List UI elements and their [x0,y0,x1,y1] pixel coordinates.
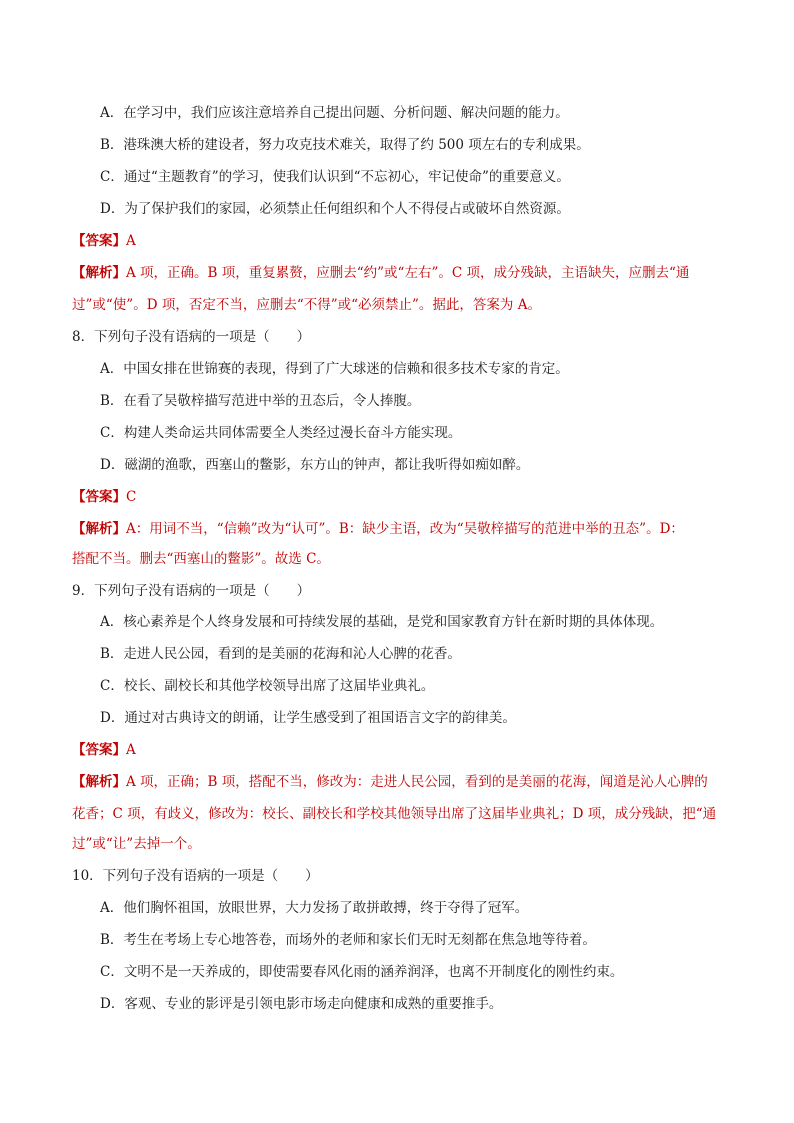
analysis-text: A：用词不当，“信赖”改为“认可”。B：缺少主语，改为“吴敬梓描写的范进中举的丑态”。D： [126,521,684,537]
q8-option-d: D．磁湖的渔歌，西塞山的鳖影，东方山的钟声，都让我听得如痴如醉。 [100,457,530,473]
q7-option-b: B．港珠澳大桥的建设者，努力攻克技术难关，取得了约 500 项左右的专利成果。 [100,137,590,153]
answer-label: 【答案】 [72,233,126,249]
q7-option-d: D．为了保护我们的家园，必须禁止任何组织和个人不得侵占或破坏自然资源。 [100,201,570,217]
q7-option-c: C．通过“主题教育”的学习，使我们认识到“不忘初心，牢记使命”的重要意义。 [100,169,570,185]
answer-value: C [126,489,137,505]
q10-option-b: B．考生在考场上专心地答卷，而场外的老师和家长们无时无刻都在焦急地等待着。 [100,932,596,948]
q10-option-a: A．他们胸怀祖国，放眼世界，大力发扬了敢拼敢搏，终于夺得了冠军。 [100,900,529,916]
q9-option-c: C．校长、副校长和其他学校领导出席了这届毕业典礼。 [100,678,435,694]
answer-value: A [126,233,136,249]
q9-option-d: D．通过对古典诗文的朗诵，让学生感受到了祖国语言文字的韵律美。 [100,710,516,726]
answer-label: 【答案】 [72,489,126,505]
q7-answer [72,231,732,251]
q8-analysis-line-1 [72,519,732,539]
analysis-text: A 项，正确。B 项，重复累赘，应删去“约”或“左右”。C 项，成分残缺，主语缺失，应删去“通 [126,265,690,281]
analysis-label: 【解析】 [72,265,126,281]
answer-value: A [126,742,136,758]
q7-option-a: A．在学习中，我们应该注意培养自己提出问题、分析问题、解决问题的能力。 [100,105,569,121]
q10-stem: 10．下列句子没有语病的一项是（ ） [72,868,319,884]
q9-analysis-line-2: 花香；C 项，有歧义，修改为：校长、副校长和学校其他领导出席了这届毕业典礼；D 项，成分残缺，把“通 [72,806,717,822]
q8-answer [72,487,732,507]
analysis-text: A 项，正确；B 项，搭配不当，修改为：走进人民公园，看到的是美丽的花海，闻道是沁人心脾的 [126,774,708,790]
q9-option-a: A．核心素养是个人终身发展和可持续发展的基础，是党和国家教育方针在新时期的具体体现。 [100,614,664,630]
q8-stem: 8．下列句子没有语病的一项是（ ） [72,329,311,345]
q9-stem: 9．下列句子没有语病的一项是（ ） [72,583,311,599]
answer-label: 【答案】 [72,742,126,758]
q8-analysis-line-2: 搭配不当。删去“西塞山的鳖影”。故选 C。 [72,551,330,567]
q8-option-a: A．中国女排在世锦赛的表现，得到了广大球迷的信赖和很多技术专家的肯定。 [100,361,569,377]
q8-option-b: B．在看了吴敬梓描写范进中举的丑态后，令人捧腹。 [100,393,421,409]
q9-answer [72,740,732,760]
q9-option-b: B．走进人民公园，看到的是美丽的花海和沁人心脾的花香。 [100,646,461,662]
q7-analysis-line-1 [72,263,732,283]
q8-option-c: C．构建人类命运共同体需要全人类经过漫长奋斗方能实现。 [100,425,462,441]
analysis-label: 【解析】 [72,521,126,537]
q7-analysis-line-2: 过”或“使”。D 项，否定不当，应删去“不得”或“必须禁止”。据此，答案为 A。 [72,297,541,313]
q10-option-d: D．客观、专业的影评是引领电影市场走向健康和成熟的重要推手。 [100,996,503,1012]
analysis-label: 【解析】 [72,774,126,790]
q10-option-c: C．文明不是一天养成的，即使需要春风化雨的涵养润泽，也离不开制度化的刚性约束。 [100,964,624,980]
q9-analysis-line-3: 过”或“让”去掉一个。 [72,836,201,852]
q9-analysis-line-1 [72,772,732,792]
